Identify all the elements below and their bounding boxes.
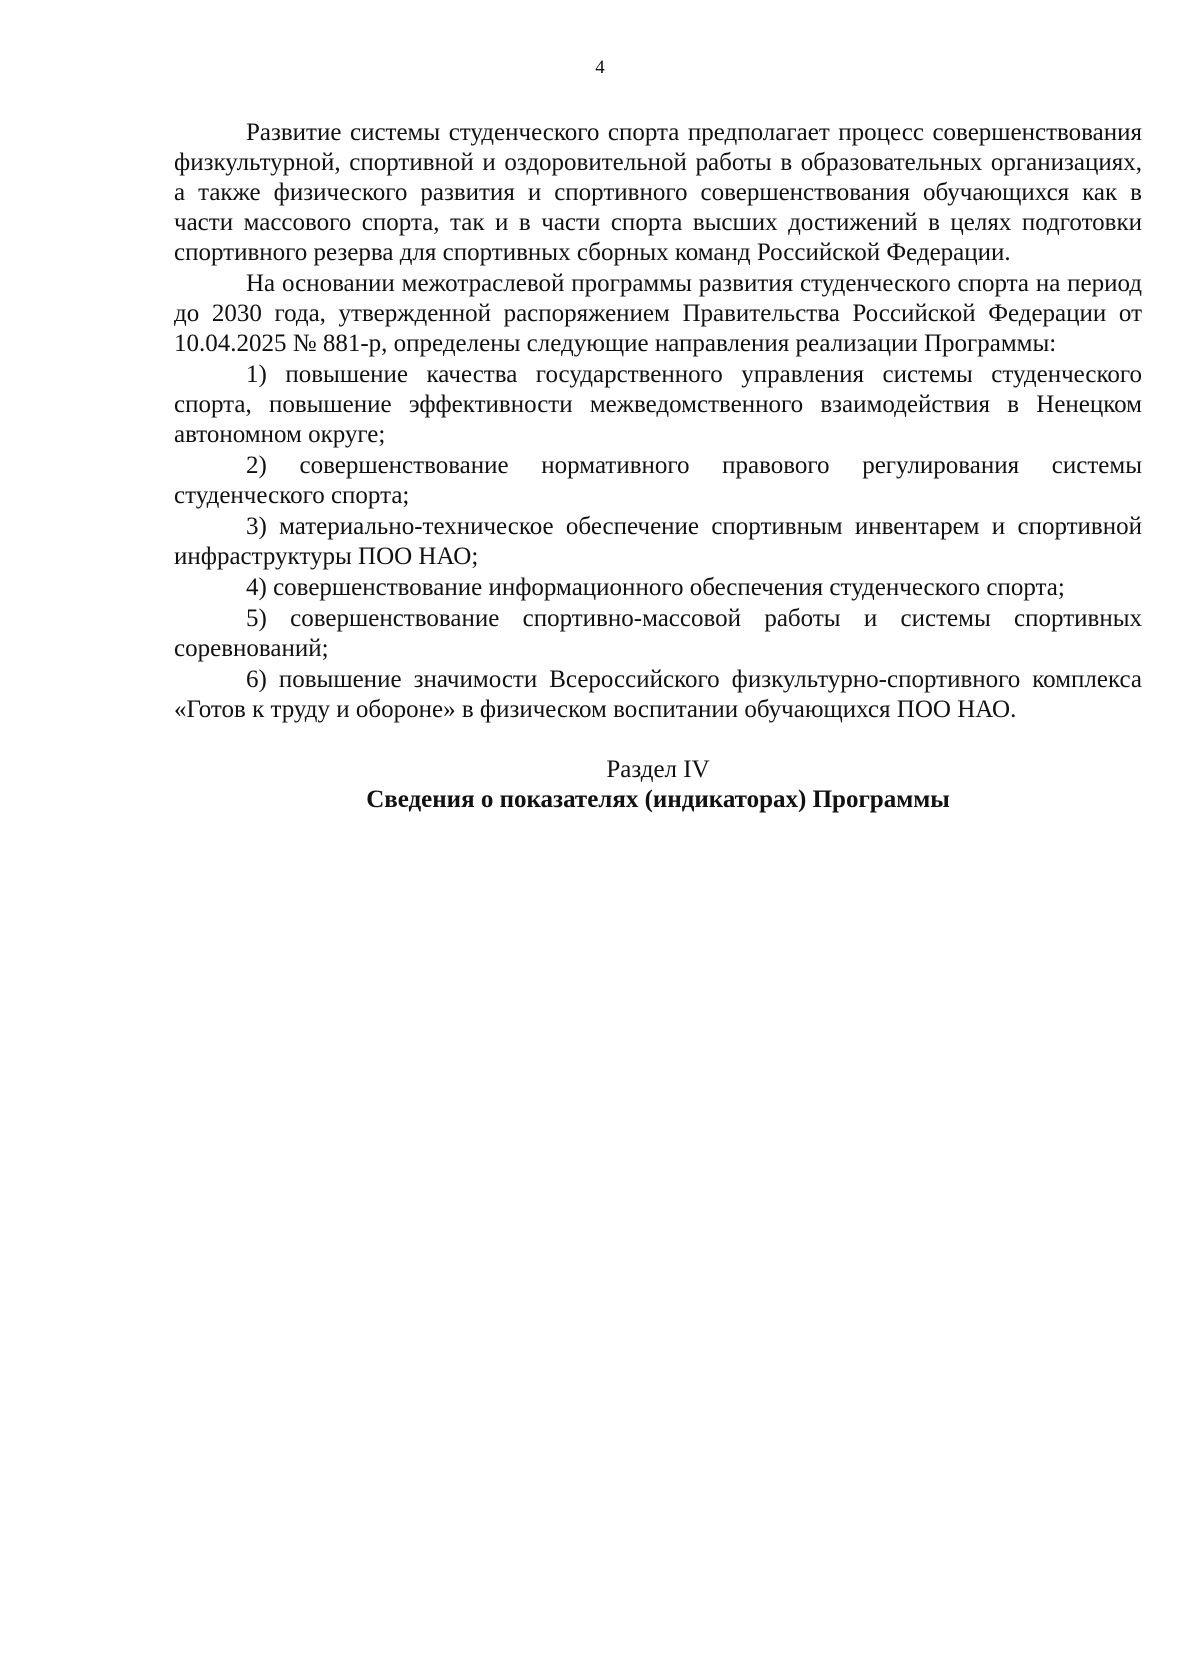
document-body	[174, 118, 1142, 815]
paragraph-directions: На основании межотраслевой программы развития студенческого спорта на период до 2030 года, утвержденной распоряжением Правительства Российской Федерации от 10.04.2025 № 881-р, определены следующие направления реализации Программы:	[174, 270, 1142, 357]
paragraph-intro: Развитие системы студенческого спорта предполагает процесс совершенствования физкультурной, спортивной и оздоровительной работы в образовательных организациях, а также физического развития и спортивного совершенствования обучающихся как в части массового спорта, так и в части спорта высших достижений в целях подготовки спортивного резерва для спортивных сборных команд Российской Федерации.	[174, 119, 1142, 266]
list-item-3: 3) материально-техническое обеспечение спортивным инвентарем и спортивной инфраструктуры ПОО НАО;	[174, 513, 1142, 570]
page-number: 4	[595, 57, 605, 78]
list-item-1: 1) повышение качества государственного управления системы студенческого спорта, повышение эффективности межведомственного взаимодействия в Ненецком автономном округе;	[174, 361, 1142, 448]
list-item-4: 4) совершенствование информационного обеспечения студенческого спорта;	[246, 574, 1065, 601]
list-item-5: 5) совершенствование спортивно-массовой работы и системы спортивных соревнований;	[174, 605, 1142, 662]
list-item-2: 2) совершенствование нормативного правового регулирования системы студенческого спорта;	[174, 452, 1142, 509]
list-item-6: 6) повышение значимости Всероссийского физкультурно-спортивного комплекса «Готов к труду и обороне» в физическом воспитании обучающихся ПОО НАО.	[174, 666, 1142, 723]
section-title: Сведения о показателях (индикаторах) Программы	[366, 786, 950, 813]
section-label: Раздел IV	[606, 756, 710, 783]
